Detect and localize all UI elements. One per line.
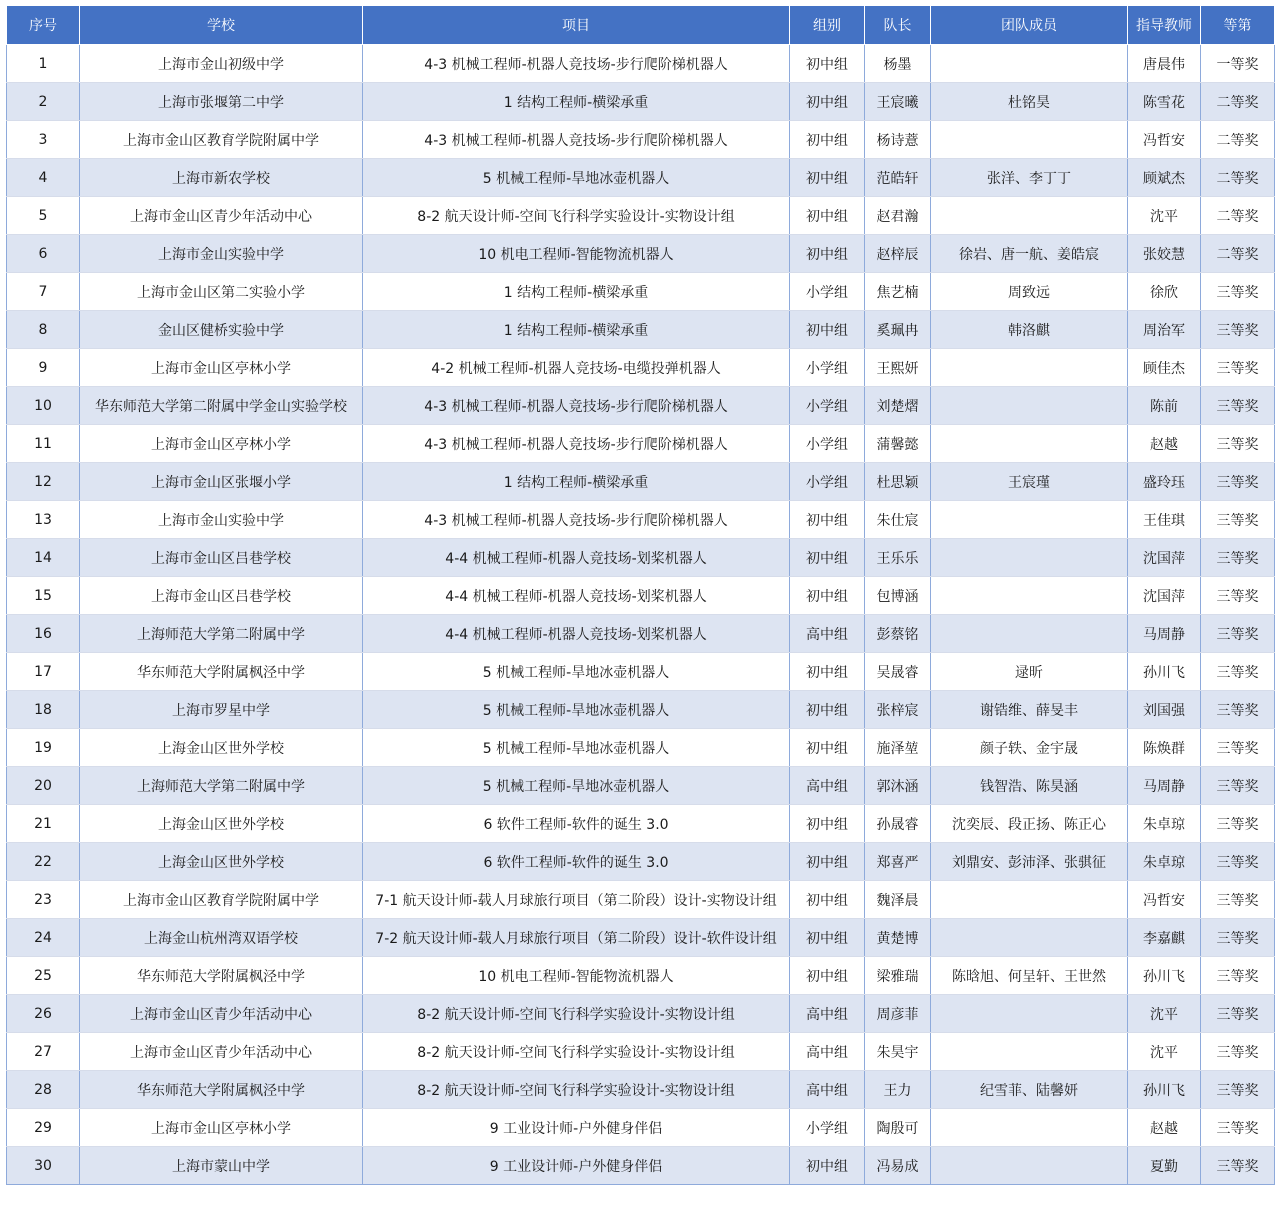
cell-index: 9 xyxy=(7,349,80,387)
cell-captain: 周彦菲 xyxy=(865,995,931,1033)
cell-school: 上海市张堰第二中学 xyxy=(80,83,363,121)
cell-index: 28 xyxy=(7,1071,80,1109)
table-row xyxy=(7,311,1275,349)
table-row xyxy=(7,197,1275,235)
cell-group: 小学组 xyxy=(790,1109,865,1147)
cell-advisor: 王佳琪 xyxy=(1128,501,1201,539)
cell-captain: 魏泽晨 xyxy=(865,881,931,919)
cell-captain: 焦艺楠 xyxy=(865,273,931,311)
cell-team-members: 陈晗旭、何呈轩、王世然 xyxy=(931,957,1128,995)
cell-team-members: 刘鼎安、彭沛泽、张骐征 xyxy=(931,843,1128,881)
cell-team-members: 纪雪菲、陆馨妍 xyxy=(931,1071,1128,1109)
cell-index: 20 xyxy=(7,767,80,805)
cell-group: 小学组 xyxy=(790,425,865,463)
awards-table-container xyxy=(6,5,1274,1185)
table-header xyxy=(7,6,1275,45)
cell-index: 7 xyxy=(7,273,80,311)
cell-captain: 王乐乐 xyxy=(865,539,931,577)
cell-captain: 奚珮冉 xyxy=(865,311,931,349)
cell-advisor: 沈国萍 xyxy=(1128,539,1201,577)
cell-group: 高中组 xyxy=(790,767,865,805)
cell-team-members: 沈奕辰、段正扬、陈正心 xyxy=(931,805,1128,843)
cell-team-members xyxy=(931,577,1128,615)
table-row xyxy=(7,767,1275,805)
cell-captain: 施泽堃 xyxy=(865,729,931,767)
cell-advisor: 陈雪花 xyxy=(1128,83,1201,121)
cell-index: 23 xyxy=(7,881,80,919)
table-row xyxy=(7,273,1275,311)
cell-group: 高中组 xyxy=(790,1071,865,1109)
cell-advisor: 赵越 xyxy=(1128,425,1201,463)
cell-team-members xyxy=(931,349,1128,387)
cell-advisor: 冯哲安 xyxy=(1128,121,1201,159)
cell-captain: 陶殷可 xyxy=(865,1109,931,1147)
cell-group: 高中组 xyxy=(790,615,865,653)
cell-advisor: 顾斌杰 xyxy=(1128,159,1201,197)
cell-index: 8 xyxy=(7,311,80,349)
cell-advisor: 马周静 xyxy=(1128,767,1201,805)
cell-index: 24 xyxy=(7,919,80,957)
cell-captain: 朱仕宸 xyxy=(865,501,931,539)
cell-index: 30 xyxy=(7,1147,80,1185)
header-captain: 队长 xyxy=(865,6,931,45)
cell-school: 上海市金山区青少年活动中心 xyxy=(80,995,363,1033)
cell-school: 华东师范大学附属枫泾中学 xyxy=(80,653,363,691)
cell-group: 初中组 xyxy=(790,235,865,273)
cell-school: 上海金山区世外学校 xyxy=(80,843,363,881)
cell-captain: 张梓宸 xyxy=(865,691,931,729)
cell-captain: 包博涵 xyxy=(865,577,931,615)
cell-school: 上海市蒙山中学 xyxy=(80,1147,363,1185)
cell-team-members xyxy=(931,501,1128,539)
cell-school: 上海师范大学第二附属中学 xyxy=(80,767,363,805)
cell-captain: 刘楚熠 xyxy=(865,387,931,425)
table-row xyxy=(7,235,1275,273)
table-row xyxy=(7,425,1275,463)
cell-index: 11 xyxy=(7,425,80,463)
cell-index: 13 xyxy=(7,501,80,539)
cell-award: 二等奖 xyxy=(1201,83,1275,121)
table-row xyxy=(7,539,1275,577)
cell-award: 三等奖 xyxy=(1201,843,1275,881)
cell-school: 华东师范大学附属枫泾中学 xyxy=(80,957,363,995)
cell-group: 高中组 xyxy=(790,1033,865,1071)
cell-award: 三等奖 xyxy=(1201,463,1275,501)
cell-advisor: 沈平 xyxy=(1128,995,1201,1033)
cell-index: 16 xyxy=(7,615,80,653)
cell-project: 4-2 机械工程师-机器人竞技场-电缆投弹机器人 xyxy=(363,349,790,387)
cell-school: 上海市金山区吕巷学校 xyxy=(80,539,363,577)
cell-group: 高中组 xyxy=(790,995,865,1033)
cell-index: 5 xyxy=(7,197,80,235)
cell-captain: 郑喜严 xyxy=(865,843,931,881)
cell-index: 6 xyxy=(7,235,80,273)
cell-team-members xyxy=(931,919,1128,957)
cell-advisor: 夏勤 xyxy=(1128,1147,1201,1185)
cell-school: 上海金山区世外学校 xyxy=(80,729,363,767)
cell-advisor: 沈平 xyxy=(1128,1033,1201,1071)
table-row xyxy=(7,501,1275,539)
cell-captain: 赵梓辰 xyxy=(865,235,931,273)
cell-index: 15 xyxy=(7,577,80,615)
cell-team-members: 逯昕 xyxy=(931,653,1128,691)
cell-group: 小学组 xyxy=(790,387,865,425)
cell-index: 27 xyxy=(7,1033,80,1071)
cell-award: 三等奖 xyxy=(1201,615,1275,653)
cell-team-members xyxy=(931,615,1128,653)
cell-advisor: 沈平 xyxy=(1128,197,1201,235)
cell-school: 上海市金山区教育学院附属中学 xyxy=(80,881,363,919)
cell-project: 5 机械工程师-旱地冰壶机器人 xyxy=(363,729,790,767)
cell-school: 华东师范大学附属枫泾中学 xyxy=(80,1071,363,1109)
table-row xyxy=(7,1071,1275,1109)
cell-award: 二等奖 xyxy=(1201,235,1275,273)
cell-group: 小学组 xyxy=(790,349,865,387)
cell-captain: 冯易成 xyxy=(865,1147,931,1185)
cell-project: 4-3 机械工程师-机器人竞技场-步行爬阶梯机器人 xyxy=(363,45,790,83)
cell-project: 7-2 航天设计师-载人月球旅行项目（第二阶段）设计-软件设计组 xyxy=(363,919,790,957)
cell-index: 17 xyxy=(7,653,80,691)
cell-advisor: 冯哲安 xyxy=(1128,881,1201,919)
cell-school: 上海市金山区亭林小学 xyxy=(80,1109,363,1147)
cell-captain: 赵君瀚 xyxy=(865,197,931,235)
cell-project: 6 软件工程师-软件的诞生 3.0 xyxy=(363,843,790,881)
header-index: 序号 xyxy=(7,6,80,45)
awards-table xyxy=(6,5,1275,1185)
cell-award: 三等奖 xyxy=(1201,1109,1275,1147)
cell-project: 10 机电工程师-智能物流机器人 xyxy=(363,957,790,995)
cell-project: 5 机械工程师-旱地冰壶机器人 xyxy=(363,653,790,691)
cell-advisor: 孙川飞 xyxy=(1128,653,1201,691)
cell-project: 8-2 航天设计师-空间飞行科学实验设计-实物设计组 xyxy=(363,1033,790,1071)
cell-school: 上海市金山区教育学院附属中学 xyxy=(80,121,363,159)
cell-award: 三等奖 xyxy=(1201,425,1275,463)
header-project: 项目 xyxy=(363,6,790,45)
cell-team-members xyxy=(931,121,1128,159)
cell-advisor: 孙川飞 xyxy=(1128,1071,1201,1109)
cell-team-members: 杜铭昊 xyxy=(931,83,1128,121)
cell-award: 三等奖 xyxy=(1201,1071,1275,1109)
cell-team-members: 谢锆维、薛旻丰 xyxy=(931,691,1128,729)
table-row xyxy=(7,957,1275,995)
header-team-members: 团队成员 xyxy=(931,6,1128,45)
cell-school: 上海市金山初级中学 xyxy=(80,45,363,83)
cell-project: 1 结构工程师-横梁承重 xyxy=(363,311,790,349)
cell-captain: 王宸曦 xyxy=(865,83,931,121)
cell-advisor: 徐欣 xyxy=(1128,273,1201,311)
table-row xyxy=(7,919,1275,957)
cell-advisor: 马周静 xyxy=(1128,615,1201,653)
cell-project: 8-2 航天设计师-空间飞行科学实验设计-实物设计组 xyxy=(363,1071,790,1109)
cell-project: 4-4 机械工程师-机器人竞技场-划桨机器人 xyxy=(363,577,790,615)
cell-team-members xyxy=(931,539,1128,577)
cell-team-members xyxy=(931,425,1128,463)
cell-school: 上海市金山实验中学 xyxy=(80,235,363,273)
cell-advisor: 陈焕群 xyxy=(1128,729,1201,767)
cell-team-members: 徐岩、唐一航、姜皓宸 xyxy=(931,235,1128,273)
cell-advisor: 孙川飞 xyxy=(1128,957,1201,995)
cell-project: 7-1 航天设计师-载人月球旅行项目（第二阶段）设计-实物设计组 xyxy=(363,881,790,919)
cell-group: 初中组 xyxy=(790,311,865,349)
cell-group: 初中组 xyxy=(790,197,865,235)
cell-advisor: 陈前 xyxy=(1128,387,1201,425)
cell-team-members xyxy=(931,197,1128,235)
cell-school: 上海市金山区吕巷学校 xyxy=(80,577,363,615)
cell-index: 12 xyxy=(7,463,80,501)
cell-group: 小学组 xyxy=(790,273,865,311)
cell-project: 9 工业设计师-户外健身伴侣 xyxy=(363,1109,790,1147)
cell-school: 上海市新农学校 xyxy=(80,159,363,197)
cell-index: 4 xyxy=(7,159,80,197)
cell-project: 4-3 机械工程师-机器人竞技场-步行爬阶梯机器人 xyxy=(363,121,790,159)
cell-team-members xyxy=(931,1109,1128,1147)
cell-index: 10 xyxy=(7,387,80,425)
table-row xyxy=(7,615,1275,653)
table-row xyxy=(7,121,1275,159)
cell-group: 初中组 xyxy=(790,957,865,995)
cell-index: 2 xyxy=(7,83,80,121)
cell-award: 二等奖 xyxy=(1201,121,1275,159)
cell-index: 26 xyxy=(7,995,80,1033)
table-row xyxy=(7,995,1275,1033)
cell-school: 上海市金山区青少年活动中心 xyxy=(80,197,363,235)
cell-index: 29 xyxy=(7,1109,80,1147)
cell-team-members: 张洋、李丁丁 xyxy=(931,159,1128,197)
cell-advisor: 盛玲珏 xyxy=(1128,463,1201,501)
cell-advisor: 赵越 xyxy=(1128,1109,1201,1147)
cell-award: 三等奖 xyxy=(1201,1033,1275,1071)
header-advisor: 指导教师 xyxy=(1128,6,1201,45)
table-row xyxy=(7,805,1275,843)
cell-captain: 范皓轩 xyxy=(865,159,931,197)
cell-team-members xyxy=(931,1147,1128,1185)
header-group: 组别 xyxy=(790,6,865,45)
cell-advisor: 唐晨伟 xyxy=(1128,45,1201,83)
cell-captain: 朱昊宇 xyxy=(865,1033,931,1071)
cell-captain: 蒲馨懿 xyxy=(865,425,931,463)
cell-award: 二等奖 xyxy=(1201,159,1275,197)
cell-school: 上海金山杭州湾双语学校 xyxy=(80,919,363,957)
cell-index: 3 xyxy=(7,121,80,159)
cell-project: 1 结构工程师-横梁承重 xyxy=(363,273,790,311)
table-row xyxy=(7,1109,1275,1147)
cell-project: 1 结构工程师-横梁承重 xyxy=(363,83,790,121)
cell-group: 初中组 xyxy=(790,1147,865,1185)
table-row xyxy=(7,45,1275,83)
cell-project: 9 工业设计师-户外健身伴侣 xyxy=(363,1147,790,1185)
cell-group: 初中组 xyxy=(790,881,865,919)
table-row xyxy=(7,463,1275,501)
cell-captain: 王熙妍 xyxy=(865,349,931,387)
cell-group: 初中组 xyxy=(790,729,865,767)
cell-project: 6 软件工程师-软件的诞生 3.0 xyxy=(363,805,790,843)
cell-index: 25 xyxy=(7,957,80,995)
cell-group: 初中组 xyxy=(790,83,865,121)
cell-group: 初中组 xyxy=(790,577,865,615)
table-row xyxy=(7,577,1275,615)
cell-advisor: 刘国强 xyxy=(1128,691,1201,729)
cell-award: 三等奖 xyxy=(1201,539,1275,577)
cell-advisor: 李嘉麒 xyxy=(1128,919,1201,957)
cell-group: 初中组 xyxy=(790,691,865,729)
cell-award: 三等奖 xyxy=(1201,311,1275,349)
cell-group: 初中组 xyxy=(790,843,865,881)
table-row xyxy=(7,387,1275,425)
cell-advisor: 沈国萍 xyxy=(1128,577,1201,615)
header-award: 等第 xyxy=(1201,6,1275,45)
cell-team-members xyxy=(931,45,1128,83)
cell-team-members: 钱智浩、陈昊涵 xyxy=(931,767,1128,805)
cell-award: 三等奖 xyxy=(1201,957,1275,995)
cell-index: 21 xyxy=(7,805,80,843)
table-row xyxy=(7,349,1275,387)
table-row xyxy=(7,1147,1275,1185)
cell-advisor: 周治军 xyxy=(1128,311,1201,349)
cell-index: 18 xyxy=(7,691,80,729)
cell-school: 上海金山区世外学校 xyxy=(80,805,363,843)
cell-award: 三等奖 xyxy=(1201,995,1275,1033)
cell-award: 三等奖 xyxy=(1201,881,1275,919)
cell-project: 8-2 航天设计师-空间飞行科学实验设计-实物设计组 xyxy=(363,197,790,235)
cell-captain: 杨墨 xyxy=(865,45,931,83)
table-row xyxy=(7,843,1275,881)
cell-project: 4-3 机械工程师-机器人竞技场-步行爬阶梯机器人 xyxy=(363,425,790,463)
cell-award: 一等奖 xyxy=(1201,45,1275,83)
cell-advisor: 朱卓琼 xyxy=(1128,843,1201,881)
cell-award: 三等奖 xyxy=(1201,273,1275,311)
cell-group: 初中组 xyxy=(790,653,865,691)
cell-school: 上海市金山实验中学 xyxy=(80,501,363,539)
cell-award: 三等奖 xyxy=(1201,1147,1275,1185)
cell-award: 三等奖 xyxy=(1201,767,1275,805)
cell-award: 三等奖 xyxy=(1201,577,1275,615)
cell-project: 5 机械工程师-旱地冰壶机器人 xyxy=(363,767,790,805)
cell-award: 三等奖 xyxy=(1201,729,1275,767)
table-body xyxy=(7,45,1275,1185)
cell-school: 华东师范大学第二附属中学金山实验学校 xyxy=(80,387,363,425)
table-row xyxy=(7,691,1275,729)
cell-advisor: 朱卓琼 xyxy=(1128,805,1201,843)
cell-group: 初中组 xyxy=(790,45,865,83)
table-row xyxy=(7,653,1275,691)
cell-captain: 孙晟睿 xyxy=(865,805,931,843)
cell-school: 上海市罗星中学 xyxy=(80,691,363,729)
cell-school: 上海市金山区青少年活动中心 xyxy=(80,1033,363,1071)
cell-captain: 吴晟睿 xyxy=(865,653,931,691)
cell-captain: 杨诗薏 xyxy=(865,121,931,159)
cell-group: 初中组 xyxy=(790,919,865,957)
cell-captain: 梁雅瑞 xyxy=(865,957,931,995)
table-row xyxy=(7,159,1275,197)
table-row xyxy=(7,1033,1275,1071)
cell-captain: 彭蔡铭 xyxy=(865,615,931,653)
cell-advisor: 顾佳杰 xyxy=(1128,349,1201,387)
cell-team-members: 韩洛麒 xyxy=(931,311,1128,349)
cell-captain: 杜思颖 xyxy=(865,463,931,501)
table-row xyxy=(7,881,1275,919)
cell-index: 22 xyxy=(7,843,80,881)
cell-team-members: 颜子轶、金宇晟 xyxy=(931,729,1128,767)
header-school: 学校 xyxy=(80,6,363,45)
cell-group: 初中组 xyxy=(790,805,865,843)
cell-team-members: 周致远 xyxy=(931,273,1128,311)
cell-school: 上海市金山区第二实验小学 xyxy=(80,273,363,311)
cell-award: 三等奖 xyxy=(1201,653,1275,691)
cell-award: 三等奖 xyxy=(1201,805,1275,843)
cell-project: 5 机械工程师-旱地冰壶机器人 xyxy=(363,691,790,729)
cell-project: 4-3 机械工程师-机器人竞技场-步行爬阶梯机器人 xyxy=(363,501,790,539)
cell-team-members: 王宸瑾 xyxy=(931,463,1128,501)
cell-project: 4-4 机械工程师-机器人竞技场-划桨机器人 xyxy=(363,539,790,577)
cell-award: 三等奖 xyxy=(1201,919,1275,957)
cell-award: 三等奖 xyxy=(1201,349,1275,387)
cell-team-members xyxy=(931,1033,1128,1071)
table-row xyxy=(7,83,1275,121)
table-row xyxy=(7,729,1275,767)
cell-group: 小学组 xyxy=(790,463,865,501)
cell-award: 三等奖 xyxy=(1201,501,1275,539)
cell-team-members xyxy=(931,387,1128,425)
cell-school: 上海市金山区亭林小学 xyxy=(80,349,363,387)
cell-advisor: 张姣慧 xyxy=(1128,235,1201,273)
cell-school: 上海师范大学第二附属中学 xyxy=(80,615,363,653)
cell-award: 三等奖 xyxy=(1201,387,1275,425)
cell-school: 金山区健桥实验中学 xyxy=(80,311,363,349)
cell-group: 初中组 xyxy=(790,121,865,159)
cell-group: 初中组 xyxy=(790,539,865,577)
cell-project: 10 机电工程师-智能物流机器人 xyxy=(363,235,790,273)
cell-school: 上海市金山区亭林小学 xyxy=(80,425,363,463)
cell-index: 1 xyxy=(7,45,80,83)
cell-captain: 黄楚博 xyxy=(865,919,931,957)
cell-team-members xyxy=(931,995,1128,1033)
cell-captain: 王力 xyxy=(865,1071,931,1109)
cell-project: 5 机械工程师-旱地冰壶机器人 xyxy=(363,159,790,197)
cell-group: 初中组 xyxy=(790,501,865,539)
cell-captain: 郭沐涵 xyxy=(865,767,931,805)
cell-project: 1 结构工程师-横梁承重 xyxy=(363,463,790,501)
cell-index: 19 xyxy=(7,729,80,767)
cell-index: 14 xyxy=(7,539,80,577)
cell-project: 4-3 机械工程师-机器人竞技场-步行爬阶梯机器人 xyxy=(363,387,790,425)
header-row xyxy=(7,6,1275,45)
cell-school: 上海市金山区张堰小学 xyxy=(80,463,363,501)
cell-award: 二等奖 xyxy=(1201,197,1275,235)
cell-project: 4-4 机械工程师-机器人竞技场-划桨机器人 xyxy=(363,615,790,653)
cell-award: 三等奖 xyxy=(1201,691,1275,729)
cell-group: 初中组 xyxy=(790,159,865,197)
cell-team-members xyxy=(931,881,1128,919)
cell-project: 8-2 航天设计师-空间飞行科学实验设计-实物设计组 xyxy=(363,995,790,1033)
